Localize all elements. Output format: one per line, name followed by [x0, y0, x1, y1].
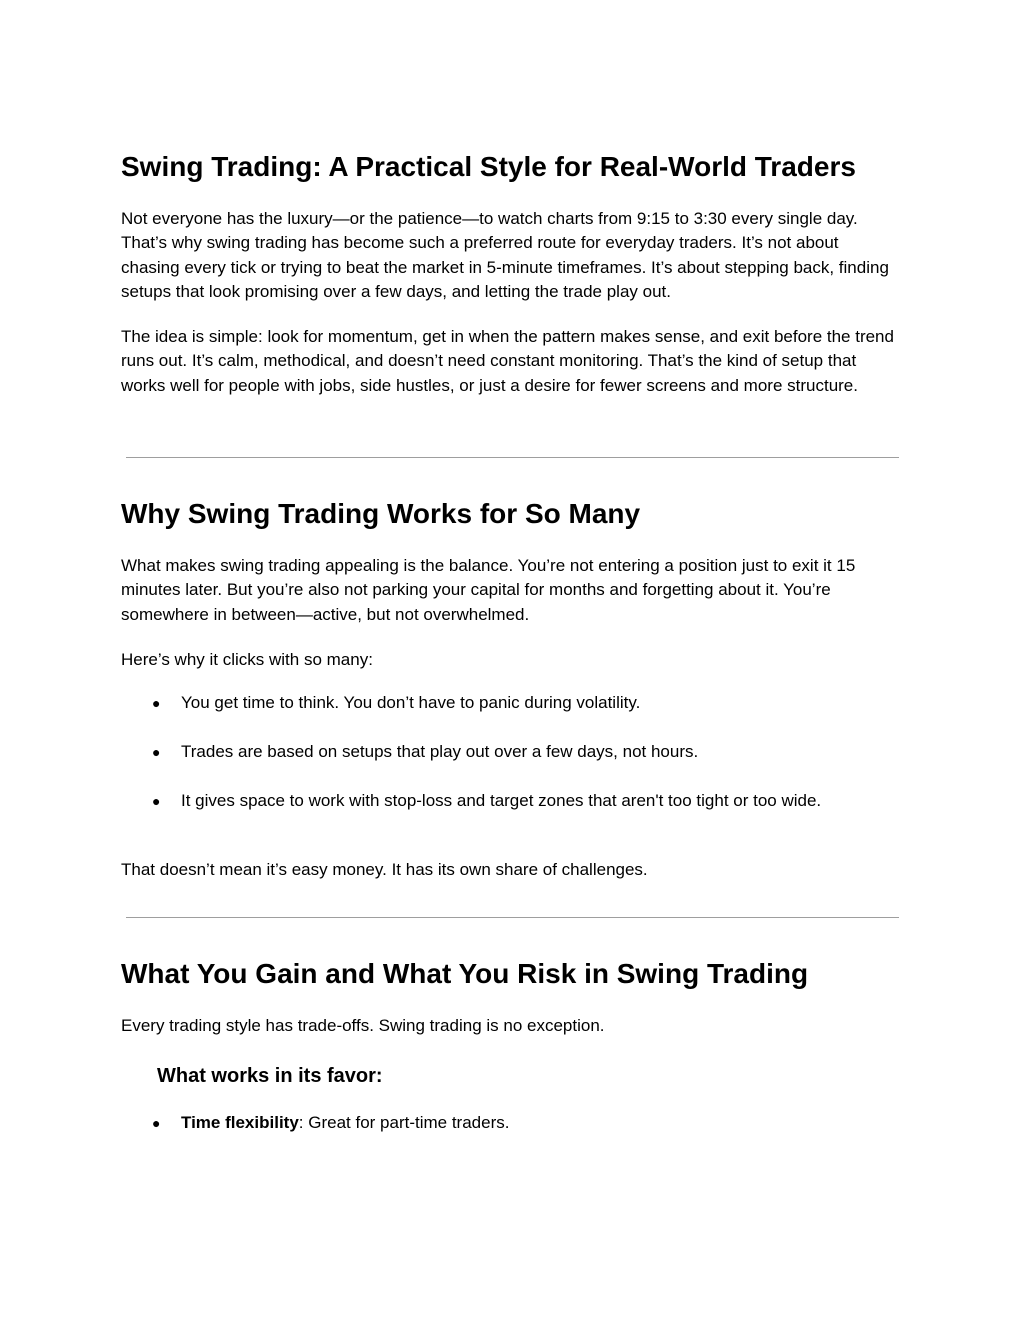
bullet-icon: ● [152, 695, 161, 711]
list-item-text: Trades are based on setups that play out over a few days, not hours. [181, 742, 699, 761]
section-1-paragraph-1: Not everyone has the luxury—or the patience—to watch charts from 9:15 to 3:30 every single day. That’s why swing trading has become such a preferred route for everyday traders. It’s not about chasing every tick or trying to beat the market in 5-minute timeframes. It’s about stepping back, finding setups that look promising over a few days, and letting the trade play out. [121, 209, 889, 302]
section-divider-1 [126, 457, 899, 458]
section-1-title: Swing Trading: A Practical Style for Real-World Traders [121, 151, 856, 182]
section-2-title: Why Swing Trading Works for So Many [121, 498, 641, 529]
list-item-bold-term: Time flexibility [181, 1113, 299, 1132]
list-item-text: It gives space to work with stop-loss and target zones that aren't too tight or too wide. [181, 791, 822, 810]
list-item-text: You get time to think. You don’t have to panic during volatility. [181, 693, 641, 712]
section-3-title: What You Gain and What You Risk in Swing Trading [121, 958, 809, 989]
section-divider-2 [126, 917, 899, 918]
section-2-intro: Here’s why it clicks with so many: [121, 650, 373, 669]
section-1-paragraph-2: The idea is simple: look for momentum, get in when the pattern makes sense, and exit before the trend runs out. It’s calm, methodical, and doesn’t need constant monitoring. That’s the kind of setup that works well for people with jobs, side hustles, or just a desire for fewer screens and more structure. [121, 327, 894, 395]
section-2-paragraph-1: What makes swing trading appealing is the balance. You’re not entering a position just to exit it 15 minutes later. But you’re also not parking your capital for months and forgetting about it. You’re somewhere in between—active, but not overwhelmed. [121, 556, 856, 624]
list-item-text [181, 1111, 509, 1135]
section-2-closing: That doesn’t mean it’s easy money. It has its own share of challenges. [121, 860, 648, 879]
bullet-icon: ● [152, 1115, 161, 1131]
bullet-icon: ● [152, 744, 161, 760]
section-3-subtitle: What works in its favor: [157, 1065, 383, 1087]
list-item-description: : Great for part-time traders. [298, 1113, 510, 1132]
section-3-paragraph-1: Every trading style has trade-offs. Swing trading is no exception. [121, 1016, 605, 1035]
bullet-icon: ● [152, 793, 161, 809]
